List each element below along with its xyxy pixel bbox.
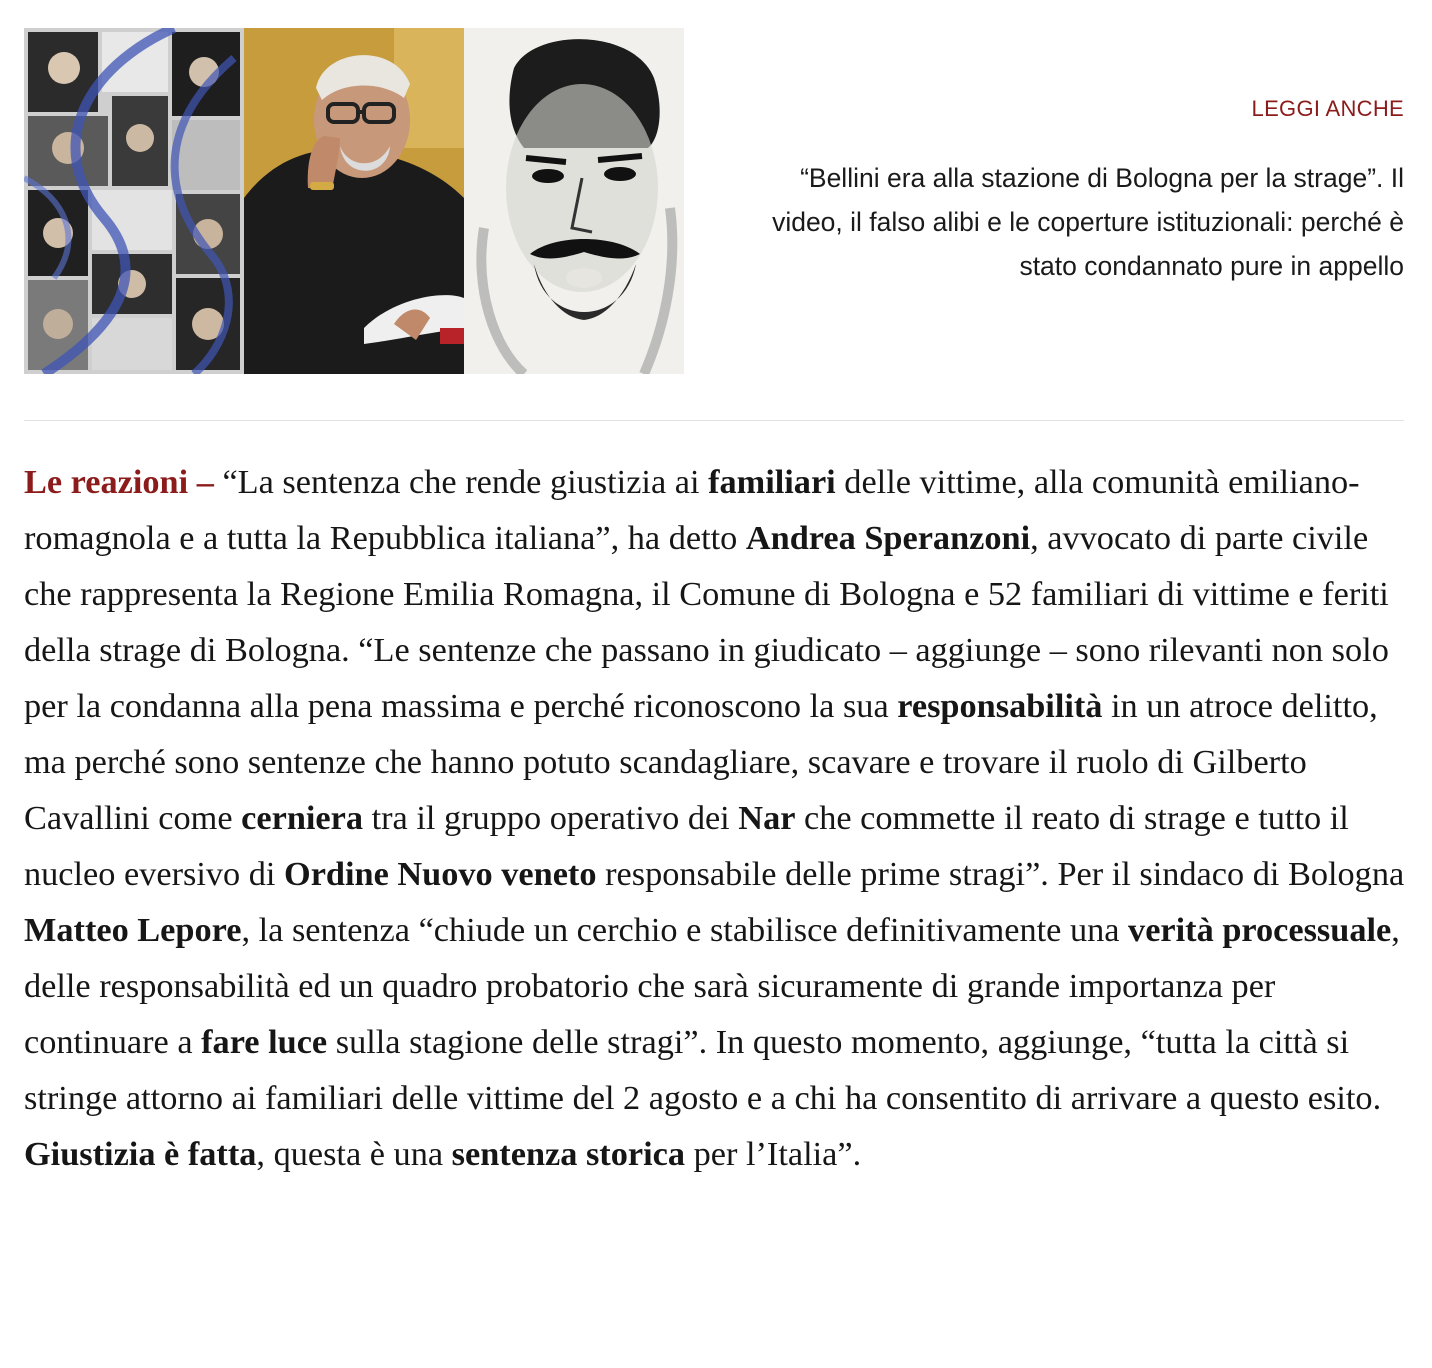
collage-panel — [24, 28, 244, 374]
text-segment: delle vittime, alla comunità emiliano-romagnola e a tutta la Repubblica italiana”, ha detto — [24, 463, 1360, 557]
text-segment: in un atroce delitto, ma perché sono sentenze che hanno potuto scandagliare, scavare e trovare il ruolo di Gilberto Cavallini come — [24, 687, 1378, 837]
bold-keyword: Giustizia è fatta — [24, 1135, 257, 1173]
text-segment: per l’Italia”. — [685, 1135, 862, 1173]
photo-collage-graphic — [24, 28, 244, 374]
bold-keyword: Andrea Speranzoni — [745, 519, 1031, 557]
bold-keyword: verità processuale — [1128, 911, 1392, 949]
text-segment: , la sentenza “chiude un cerchio e stabilisce definitivamente una — [241, 911, 1129, 949]
elderly-man-portrait-graphic — [244, 28, 464, 374]
text-segment: , delle responsabilità ed un quadro probatorio che sarà sicuramente di grande importanza per continuare a — [24, 911, 1400, 1061]
related-kicker: LEGGI ANCHE — [1251, 96, 1404, 121]
bold-keyword: familiari — [708, 463, 836, 501]
related-article-link[interactable]: “Bellini era alla stazione di Bologna per la strage”. Il video, il falso alibi e le coperture istituzionali: perché è stato condannato pure in appello — [772, 163, 1404, 281]
lead-in-label: Le reazioni – — [24, 463, 214, 501]
text-segment: “La sentenza che rende giustizia ai — [213, 463, 709, 501]
bold-keyword: cerniera — [241, 799, 364, 837]
text-segment: che commette il reato di strage e tutto il nucleo eversivo di — [24, 799, 1349, 893]
text-segment: , avvocato di parte civile che rappresenta la Regione Emilia Romagna, il Comune di Bologna e 52 familiari di vittime e feriti della strage di Bologna. “Le sentenze che passano in giudicato – aggiunge – sono rilevanti non solo per la condanna alla pena massima e perché riconoscono la sua — [24, 519, 1389, 725]
text-segment: responsabile delle prime stragi”. Per il sindaco di Bologna — [596, 855, 1405, 893]
article-paragraph — [24, 454, 1409, 1182]
related-article-box[interactable] — [24, 28, 1404, 374]
text-segment: sulla stagione delle stragi”. In questo momento, aggiunge, “tutta la città si stringe attorno ai familiari delle vittime del 2 agosto e a chi ha consentito di arrivare a questo esito. — [24, 1023, 1382, 1117]
text-segment: , questa è una — [256, 1135, 452, 1173]
bold-keyword: Nar — [738, 799, 796, 837]
bold-keyword: fare luce — [201, 1023, 328, 1061]
bold-keyword: Ordine Nuovo veneto — [284, 855, 597, 893]
bold-keyword: sentenza storica — [451, 1135, 686, 1173]
portrait-panel-elderly-man — [244, 28, 464, 374]
text-segment: tra il gruppo operativo dei — [363, 799, 739, 837]
sketch-portrait-graphic — [464, 28, 684, 374]
bold-keyword: responsabilità — [897, 687, 1103, 725]
related-article-text — [724, 28, 1404, 288]
bold-keyword: Matteo Lepore — [24, 911, 242, 949]
related-article-image[interactable] — [24, 28, 684, 374]
section-divider — [24, 420, 1404, 421]
portrait-panel-sketch — [464, 28, 684, 374]
